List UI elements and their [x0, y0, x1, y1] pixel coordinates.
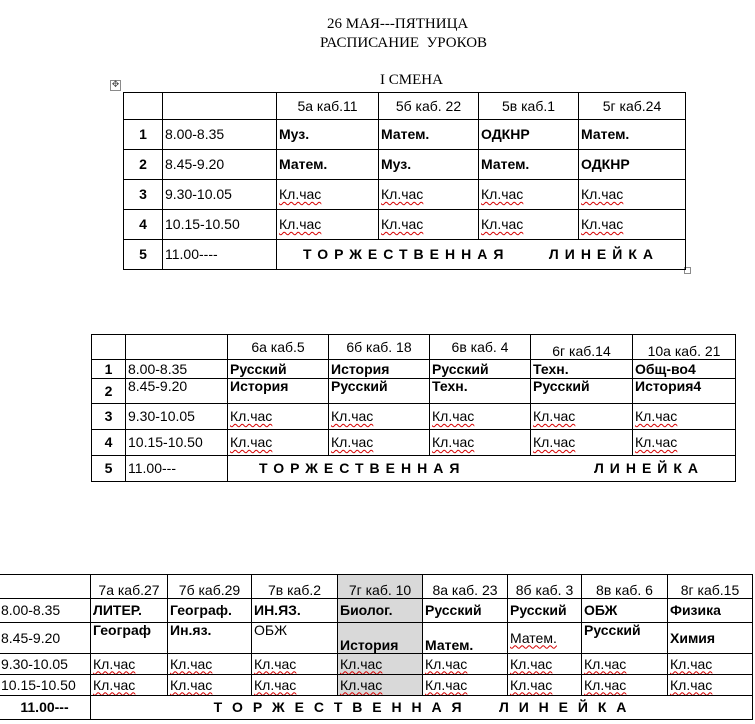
lesson-cell: Матем. — [277, 150, 379, 180]
lesson-cell: Кл.час — [508, 654, 582, 675]
lesson-cell: Матем. — [423, 623, 508, 654]
lesson-cell: Кл.час — [252, 675, 338, 696]
lesson-number: 4 — [124, 210, 163, 240]
table-header-row — [0, 575, 753, 599]
lesson-number: 2 — [92, 379, 126, 404]
class-header: 8б каб. 3 — [508, 575, 582, 599]
class-header: 6б каб. 18 — [329, 335, 430, 360]
lesson-time: 11.00---- — [163, 240, 277, 270]
table-row — [92, 379, 736, 404]
lesson-cell: Кл.час — [430, 430, 531, 456]
lesson-cell: Техн. — [430, 379, 531, 404]
lesson-cell: Кл.час — [423, 675, 508, 696]
lesson-cell: Кл.час — [338, 654, 423, 675]
lesson-cell: Кл.час — [582, 675, 668, 696]
table-row — [124, 150, 686, 180]
class-header: 8а каб. 23 — [423, 575, 508, 599]
lesson-time: 8.45-9.20 — [0, 623, 91, 654]
lesson-cell: Матем. — [479, 150, 579, 180]
lesson-cell: Русский — [582, 623, 668, 654]
lesson-time: 8.00-8.35 — [126, 360, 228, 379]
table-row — [92, 430, 736, 456]
lesson-cell: Русский — [508, 599, 582, 623]
lesson-cell: Русский — [228, 360, 329, 379]
lesson-cell: Русский — [329, 379, 430, 404]
lesson-number: 1 — [124, 120, 163, 150]
lesson-number: 3 — [124, 180, 163, 210]
lesson-cell: Кл.час — [91, 654, 168, 675]
table-row — [0, 623, 753, 654]
lesson-cell: Матем. — [508, 623, 582, 654]
lesson-number: 1 — [92, 360, 126, 379]
lesson-cell: Географ. — [168, 599, 252, 623]
lesson-cell: Русский — [531, 379, 633, 404]
class-header: 7б каб.29 — [168, 575, 252, 599]
lesson-cell: Кл.час — [379, 210, 479, 240]
lesson-cell: Кл.час — [531, 430, 633, 456]
table-header-row — [92, 335, 736, 360]
table-row — [92, 360, 736, 379]
lesson-cell: Кл.час — [277, 180, 379, 210]
lesson-time: 11.00--- — [0, 696, 91, 720]
class-header: 7г каб. 10 — [338, 575, 423, 599]
lesson-cell: Кл.час — [168, 654, 252, 675]
lesson-cell: Физика — [668, 599, 753, 623]
ceremony-cell: Т О Р Ж Е С Т В Е Н Н А Я Л И Н Е Й К А — [91, 696, 753, 720]
lesson-cell: ОБЖ — [582, 599, 668, 623]
lesson-time: 8.45-9.20 — [163, 150, 277, 180]
lesson-cell: Химия — [668, 623, 753, 654]
table-row — [0, 599, 753, 623]
lesson-cell: Русский — [430, 360, 531, 379]
ceremony-cell: ТОРЖЕСТВЕННАЯ ЛИНЕЙКА — [277, 240, 686, 270]
lesson-time: 8.00-8.35 — [0, 599, 91, 623]
lesson-cell: Кл.час — [668, 654, 753, 675]
lesson-cell: История — [228, 379, 329, 404]
lesson-cell: Кл.час — [579, 210, 686, 240]
class-header: 8г каб.15 — [668, 575, 753, 599]
lesson-cell: Кл.час — [228, 404, 329, 430]
lesson-cell: ОБЖ — [252, 623, 338, 654]
lesson-cell: Техн. — [531, 360, 633, 379]
table-row — [124, 120, 686, 150]
table-row — [124, 210, 686, 240]
lesson-cell: Кл.час — [423, 654, 508, 675]
lesson-time: 9.30-10.05 — [0, 654, 91, 675]
table-move-handle-icon[interactable]: ✥ — [111, 80, 120, 90]
table-row — [124, 240, 686, 270]
class-header: 8в каб. 6 — [582, 575, 668, 599]
lesson-cell: ИН.ЯЗ. — [252, 599, 338, 623]
class-header: 6а каб.5 — [228, 335, 329, 360]
lesson-time: 9.30-10.05 — [163, 180, 277, 210]
lesson-time: 8.00-8.35 — [163, 120, 277, 150]
schedule-table-7-8 — [0, 574, 753, 720]
lesson-cell: Кл.час — [228, 430, 329, 456]
class-header: 7а каб.27 — [91, 575, 168, 599]
lesson-cell: Кл.час — [379, 180, 479, 210]
ceremony-cell: ТОРЖЕСТВЕННАЯ ЛИНЕЙКА — [228, 456, 736, 482]
schedule-title: РАСПИСАНИЕ УРОКОВ — [320, 35, 488, 51]
lesson-time: 11.00--- — [126, 456, 228, 482]
lesson-time: 8.45-9.20 — [126, 379, 228, 404]
table-row — [0, 654, 753, 675]
lesson-cell: ОДКНР — [579, 150, 686, 180]
lesson-cell: Кл.час — [91, 675, 168, 696]
table-row — [124, 180, 686, 210]
table-row — [0, 675, 753, 696]
lesson-cell: Кл.час — [329, 430, 430, 456]
lesson-cell: Матем. — [579, 120, 686, 150]
lesson-cell: Кл.час — [252, 654, 338, 675]
lesson-cell: Кл.час — [329, 404, 430, 430]
schedule-table-5 — [123, 92, 686, 270]
lesson-cell: Биолог. — [338, 599, 423, 623]
lesson-cell: Ин.яз. — [168, 623, 252, 654]
lesson-number: 3 — [92, 404, 126, 430]
lesson-cell: Матем. — [379, 120, 479, 150]
lesson-cell: Кл.час — [633, 404, 736, 430]
lesson-cell: Русский — [423, 599, 508, 623]
lesson-cell: История — [329, 360, 430, 379]
lesson-cell: Кл.час — [277, 210, 379, 240]
class-header: 5а каб.11 — [277, 93, 379, 120]
class-header: 6г каб.14 — [531, 335, 633, 360]
lesson-cell: История4 — [633, 379, 736, 404]
table-header-row — [124, 93, 686, 120]
lesson-cell: Географ — [91, 623, 168, 654]
lesson-cell: ОДКНР — [479, 120, 579, 150]
lesson-cell: Муз. — [277, 120, 379, 150]
table-row — [0, 696, 753, 720]
lesson-cell: Кл.час — [479, 180, 579, 210]
lesson-number: 2 — [124, 150, 163, 180]
lesson-cell: Кл.час — [508, 675, 582, 696]
shift-label: I СМЕНА — [380, 72, 443, 88]
lesson-number: 5 — [124, 240, 163, 270]
lesson-cell: Кл.час — [668, 675, 753, 696]
lesson-cell: Кл.час — [338, 675, 423, 696]
class-header: 10а каб. 21 — [633, 335, 736, 360]
table-row — [92, 404, 736, 430]
class-header: 5в каб.1 — [479, 93, 579, 120]
lesson-cell: ЛИТЕР. — [91, 599, 168, 623]
class-header: 5б каб. 22 — [379, 93, 479, 120]
class-header: 7в каб.2 — [252, 575, 338, 599]
lesson-number: 4 — [92, 430, 126, 456]
schedule-table-6 — [91, 334, 736, 482]
lesson-cell: Общ-во4 — [633, 360, 736, 379]
lesson-time: 10.15-10.50 — [0, 675, 91, 696]
class-header: 5г каб.24 — [579, 93, 686, 120]
lesson-cell: История — [338, 623, 423, 654]
class-header: 6в каб. 4 — [430, 335, 531, 360]
lesson-time: 9.30-10.05 — [126, 404, 228, 430]
lesson-cell: Кл.час — [633, 430, 736, 456]
lesson-time: 10.15-10.50 — [163, 210, 277, 240]
schedule-date: 26 МАЯ---ПЯТНИЦА — [327, 16, 469, 32]
lesson-time: 10.15-10.50 — [126, 430, 228, 456]
lesson-cell: Кл.час — [582, 654, 668, 675]
lesson-cell: Кл.час — [168, 675, 252, 696]
lesson-number: 5 — [92, 456, 126, 482]
lesson-cell: Кл.час — [479, 210, 579, 240]
lesson-cell: Муз. — [379, 150, 479, 180]
lesson-cell: Кл.час — [531, 404, 633, 430]
table-row — [92, 456, 736, 482]
lesson-cell: Кл.час — [579, 180, 686, 210]
lesson-cell: Кл.час — [430, 404, 531, 430]
